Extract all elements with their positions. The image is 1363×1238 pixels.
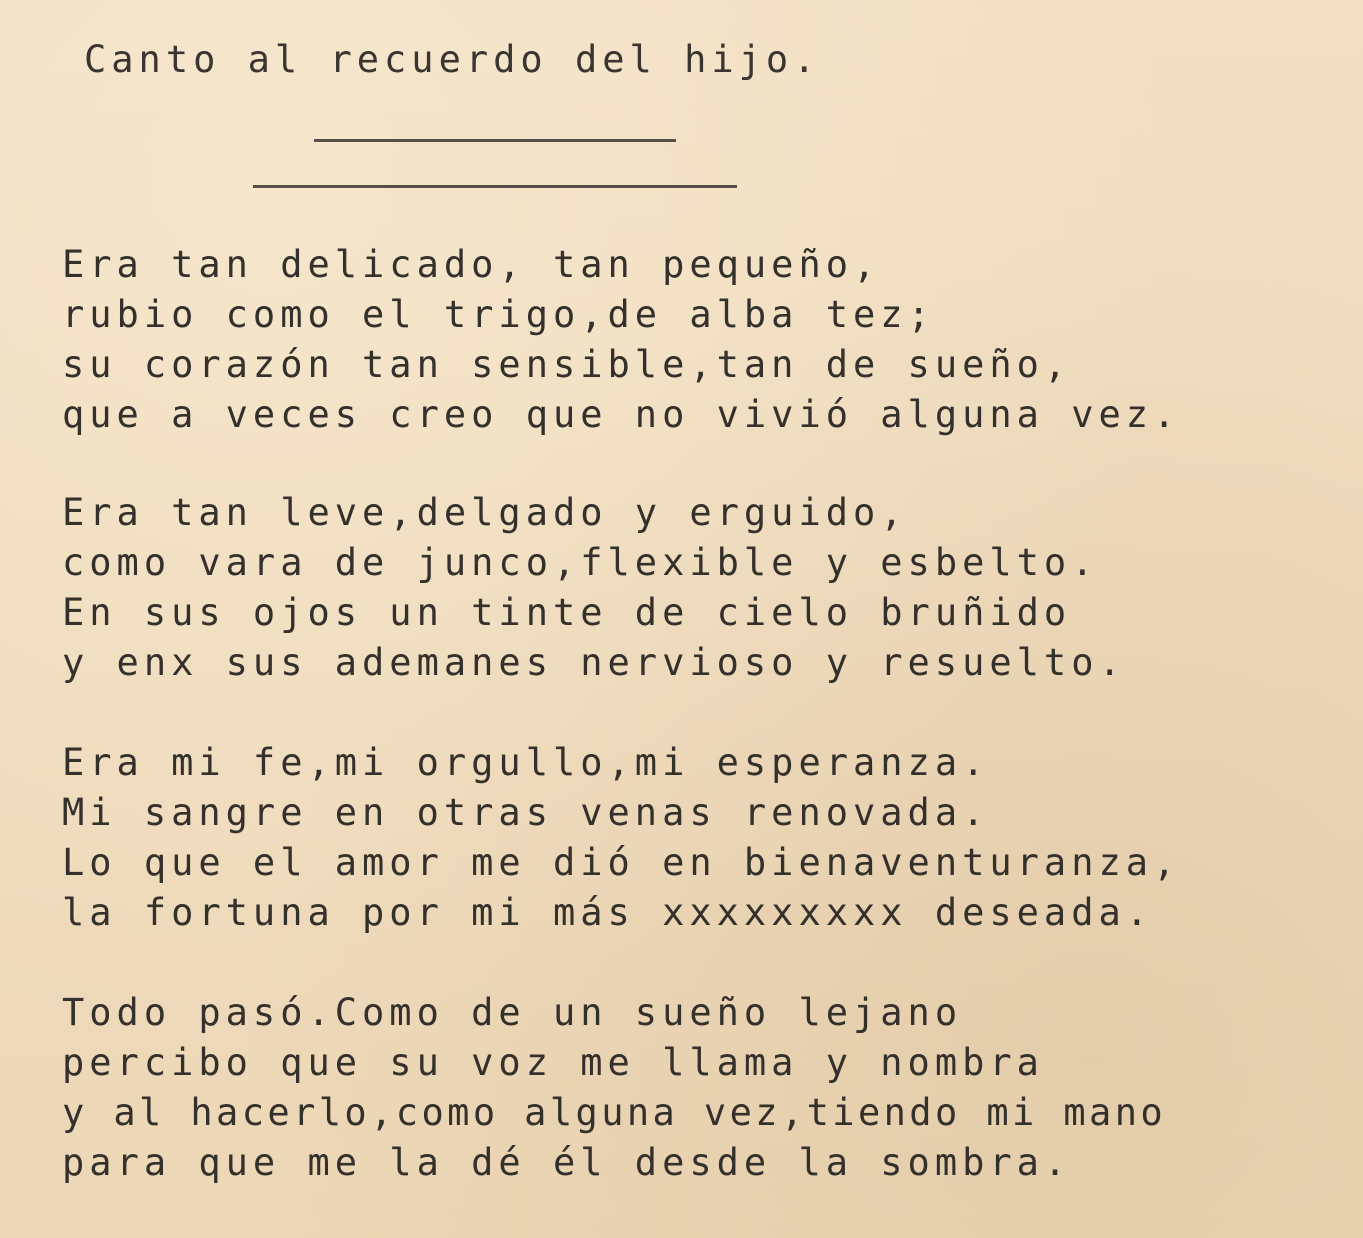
poem-title: Canto al recuerdo del hijo. [84, 38, 821, 81]
poem-line: para que me la dé él desde la sombra. [62, 1141, 1072, 1184]
title-underline-upper [314, 139, 676, 142]
poem-line: Lo que el amor me dió en bienaventuranza, [62, 841, 1181, 884]
poem-line: Mi sangre en otras venas renovada. [62, 791, 990, 834]
poem-line: y al hacerlo,como alguna vez,tiendo mi mano [62, 1091, 1167, 1134]
poem-line: En sus ojos un tinte de cielo bruñido [62, 591, 1072, 634]
title-underline-lower [253, 185, 737, 188]
poem-line: la fortuna por mi más xxxxxxxxx deseada. [62, 891, 1154, 934]
stanza-3 [62, 738, 1180, 938]
poem-line: Era tan delicado, tan pequeño, [62, 243, 881, 286]
poem-line: su corazón tan sensible,tan de sueño, [62, 343, 1072, 386]
poem-line: rubio como el trigo,de alba tez; [62, 293, 935, 336]
poem-line: Era tan leve,delgado y erguido, [62, 491, 908, 534]
poem-line: Todo pasó.Como de un sueño lejano [62, 991, 963, 1034]
poem-line: y enx sus ademanes nervioso y resuelto. [62, 641, 1126, 684]
poem-line: percibo que su voz me llama y nombra [62, 1041, 1044, 1084]
stanza-2 [62, 488, 1126, 688]
poem-line: Era mi fe,mi orgullo,mi esperanza. [62, 741, 990, 784]
poem-line: que a veces creo que no vivió alguna vez. [62, 393, 1181, 436]
poem-line: como vara de junco,flexible y esbelto. [62, 541, 1099, 584]
stanza-1 [62, 240, 1180, 440]
stanza-4 [62, 988, 1166, 1188]
